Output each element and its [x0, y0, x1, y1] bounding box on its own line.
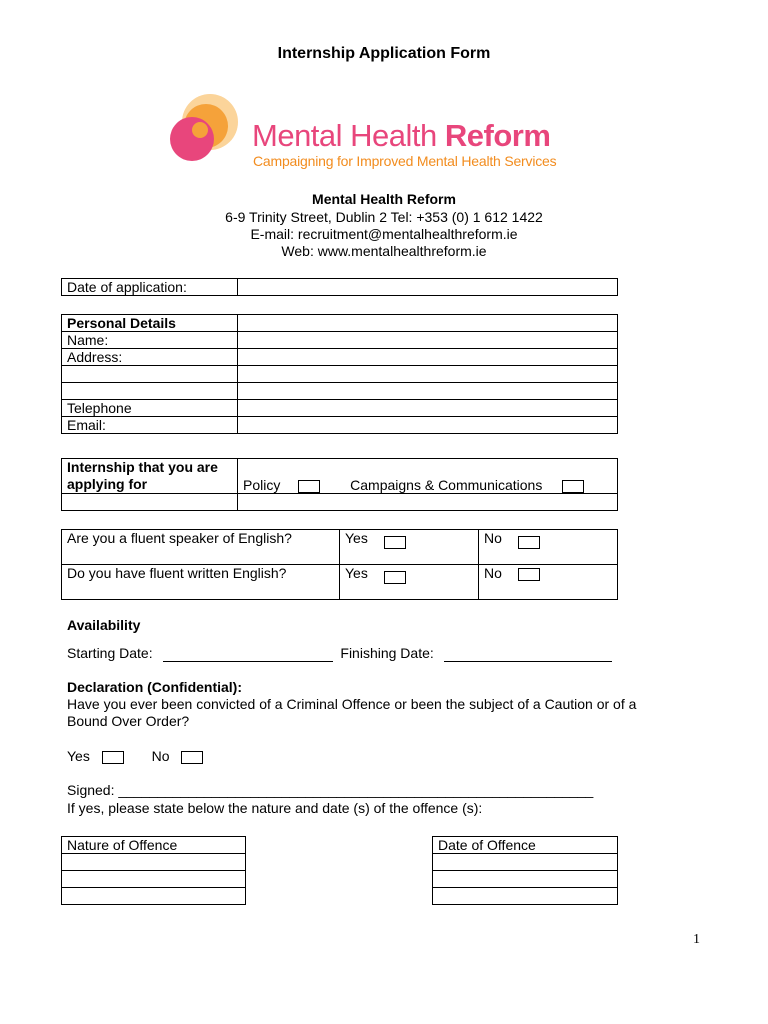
internship-blank-right	[238, 494, 618, 511]
date-of-offence-header: Date of Offence	[433, 837, 618, 854]
nature-of-offence-row-1[interactable]	[62, 854, 246, 871]
page-number: 1	[693, 932, 700, 947]
internship-label-line1: Internship that you are	[67, 459, 218, 475]
declaration-no-checkbox[interactable]	[181, 751, 203, 764]
declaration-yes-checkbox[interactable]	[102, 751, 124, 764]
email-label: Email:	[62, 417, 238, 434]
telephone-label: Telephone	[62, 400, 238, 417]
form-title: Internship Application Form	[277, 45, 491, 62]
address-field-2[interactable]	[238, 366, 618, 383]
org-address: 6-9 Trinity Street, Dublin 2 Tel: +353 (0) 1 612 1422	[225, 209, 543, 225]
campaigns-checkbox[interactable]	[562, 480, 584, 493]
english-q1-no-label: No	[484, 530, 502, 547]
date-of-offence-table	[432, 836, 618, 905]
org-web: Web: www.mentalhealthreform.ie	[281, 243, 487, 259]
english-q1-yes-label: Yes	[345, 530, 368, 547]
date-of-offence-row-1[interactable]	[433, 854, 618, 871]
address-field-1[interactable]	[238, 349, 618, 366]
signed-line[interactable]: Signed: _____________________________________________________________	[67, 782, 594, 798]
english-q2-yes-checkbox[interactable]	[384, 571, 406, 584]
email-field[interactable]	[238, 417, 618, 434]
english-q2-yes	[340, 565, 479, 600]
address-label-blank	[62, 366, 238, 383]
address-field-3[interactable]	[238, 383, 618, 400]
declaration-heading: Declaration (Confidential):	[67, 679, 243, 695]
org-name: Mental Health Reform	[312, 191, 456, 207]
english-q1: Are you a fluent speaker of English?	[62, 530, 340, 565]
name-field[interactable]	[238, 332, 618, 349]
date-of-application-label: Date of application:	[62, 279, 238, 296]
policy-label: Policy	[243, 477, 281, 493]
date-of-offence-row-2[interactable]	[433, 871, 618, 888]
internship-options	[238, 459, 618, 494]
english-q2-no-label: No	[484, 565, 502, 581]
name-label: Name:	[62, 332, 238, 349]
logo-tagline: Campaigning for Improved Mental Health Services	[253, 153, 557, 169]
date-of-application-field[interactable]	[238, 279, 618, 296]
personal-details-heading: Personal Details	[62, 315, 238, 332]
english-q1-yes	[340, 530, 479, 565]
english-q2-yes-label: Yes	[345, 565, 368, 582]
finishing-date-label: Finishing Date:	[340, 645, 434, 661]
starting-date-label: Starting Date:	[67, 645, 153, 661]
declaration-question-line1: Have you ever been convicted of a Criminal Offence or been the subject of a Caution or of a	[67, 696, 637, 712]
internship-label-line2: applying for	[67, 476, 148, 492]
declaration-question-line2: Bound Over Order?	[67, 713, 190, 729]
policy-checkbox[interactable]	[298, 480, 320, 493]
address-label-blank-2	[62, 383, 238, 400]
english-q1-yes-checkbox[interactable]	[384, 536, 406, 549]
nature-of-offence-header: Nature of Offence	[62, 837, 246, 854]
english-q2-no-checkbox[interactable]	[518, 568, 540, 581]
declaration-yes-label: Yes	[67, 748, 90, 764]
personal-details-table	[61, 314, 618, 434]
english-q1-no-checkbox[interactable]	[518, 536, 540, 549]
finishing-date-field[interactable]	[444, 645, 612, 662]
if-yes-instruction: If yes, please state below the nature and date (s) of the offence (s):	[67, 800, 483, 816]
address-label: Address:	[62, 349, 238, 366]
nature-of-offence-row-2[interactable]	[62, 871, 246, 888]
internship-table	[61, 458, 618, 511]
logo-mark	[166, 92, 242, 168]
availability-row	[67, 645, 612, 662]
english-q1-no	[479, 530, 618, 565]
date-of-offence-row-3[interactable]	[433, 888, 618, 905]
starting-date-field[interactable]	[163, 645, 333, 662]
personal-details-blank	[238, 315, 618, 332]
logo-wordmark	[252, 118, 550, 154]
nature-of-offence-table	[61, 836, 246, 905]
campaigns-label: Campaigns & Communications	[350, 477, 543, 493]
declaration-no-label: No	[151, 748, 170, 764]
english-q2-no	[479, 565, 618, 600]
logo-name-regular: Mental Health	[252, 118, 445, 153]
internship-blank-left	[62, 494, 238, 511]
english-table	[61, 529, 618, 600]
declaration-answer-row	[67, 748, 203, 764]
logo-name-bold: Reform	[444, 118, 551, 153]
telephone-field[interactable]	[238, 400, 618, 417]
english-q2: Do you have fluent written English?	[62, 565, 340, 600]
availability-heading: Availability	[67, 617, 141, 633]
nature-of-offence-row-3[interactable]	[62, 888, 246, 905]
date-table	[61, 278, 618, 296]
internship-label	[62, 459, 238, 494]
org-email: E-mail: recruitment@mentalhealthreform.ie	[250, 226, 518, 242]
